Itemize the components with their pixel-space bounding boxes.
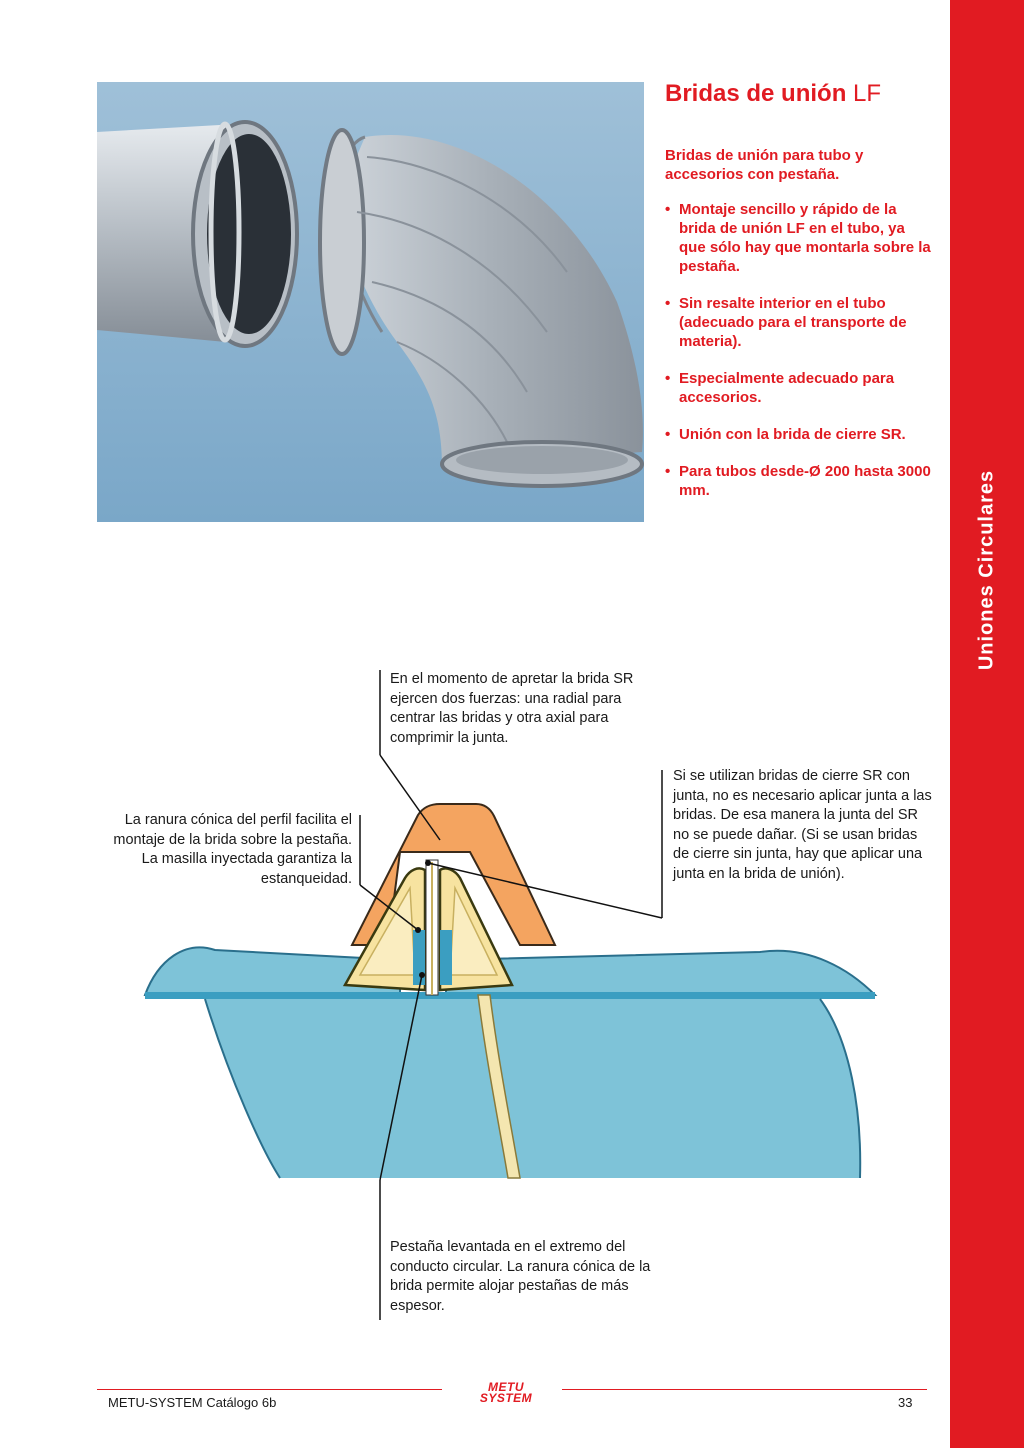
brand-logo (475, 1382, 537, 1404)
intro-text: Bridas de unión para tubo y accesorios con pestaña. (665, 147, 864, 183)
side-bar (950, 0, 1024, 1448)
feature-text: Sin resalte interior en el tubo (adecuado para el transporte de materia). (679, 295, 907, 350)
feature-text: Montaje sencillo y rápido de la brida de unión LF en el tubo, ya que sólo hay que montarla sobre la pestaña. (679, 201, 931, 275)
feature-text: Para tubos desde-Ø 200 hasta 3000 mm. (679, 463, 931, 499)
note-gasket: Si se utilizan bridas de cierre SR con junta, no es necesario aplicar junta a las bridas. De esa manera la junta del SR no se puede dañar. (Si se usan bridas de cierre sin junta, hay que aplicar una junta en la brida de unión). (673, 768, 932, 882)
logo-line-1: METU (488, 1380, 524, 1394)
note-conical-groove: La ranura cónica del perfil facilita el montaje de la brida sobre la pestaña. La masilla inyectada garantiza la estanqueidad. (113, 812, 352, 887)
title-bold: Bridas de unión (665, 80, 847, 107)
footer-divider-right (562, 1389, 927, 1390)
bullet-icon: • (665, 463, 671, 480)
feature-text: Especialmente adecuado para accesorios. (679, 370, 895, 406)
footer-divider-left (97, 1389, 442, 1390)
feature-text: Unión con la brida de cierre SR. (679, 426, 906, 443)
note-raised-flange: Pestaña levantada en el extremo del conducto circular. La ranura cónica de la brida permite alojar pestañas de más espesor. (390, 1239, 651, 1314)
page-number: 33 (898, 1395, 913, 1410)
title-suffix: LF (846, 80, 882, 107)
bullet-icon: • (665, 201, 671, 218)
footer-catalog: METU-SYSTEM Catálogo 6b (108, 1395, 277, 1410)
side-section-label: Uniones Circulares (975, 469, 998, 671)
note-clamp-forces: En el momento de apretar la brida SR ejercen dos fuerzas: una radial para centrar las bridas y otra axial para comprimir la junta. (390, 671, 634, 746)
bullet-icon: • (665, 426, 671, 443)
bullet-icon: • (665, 370, 671, 387)
bullet-icon: • (665, 295, 671, 312)
logo-line-2: SYSTEM (479, 1391, 533, 1405)
